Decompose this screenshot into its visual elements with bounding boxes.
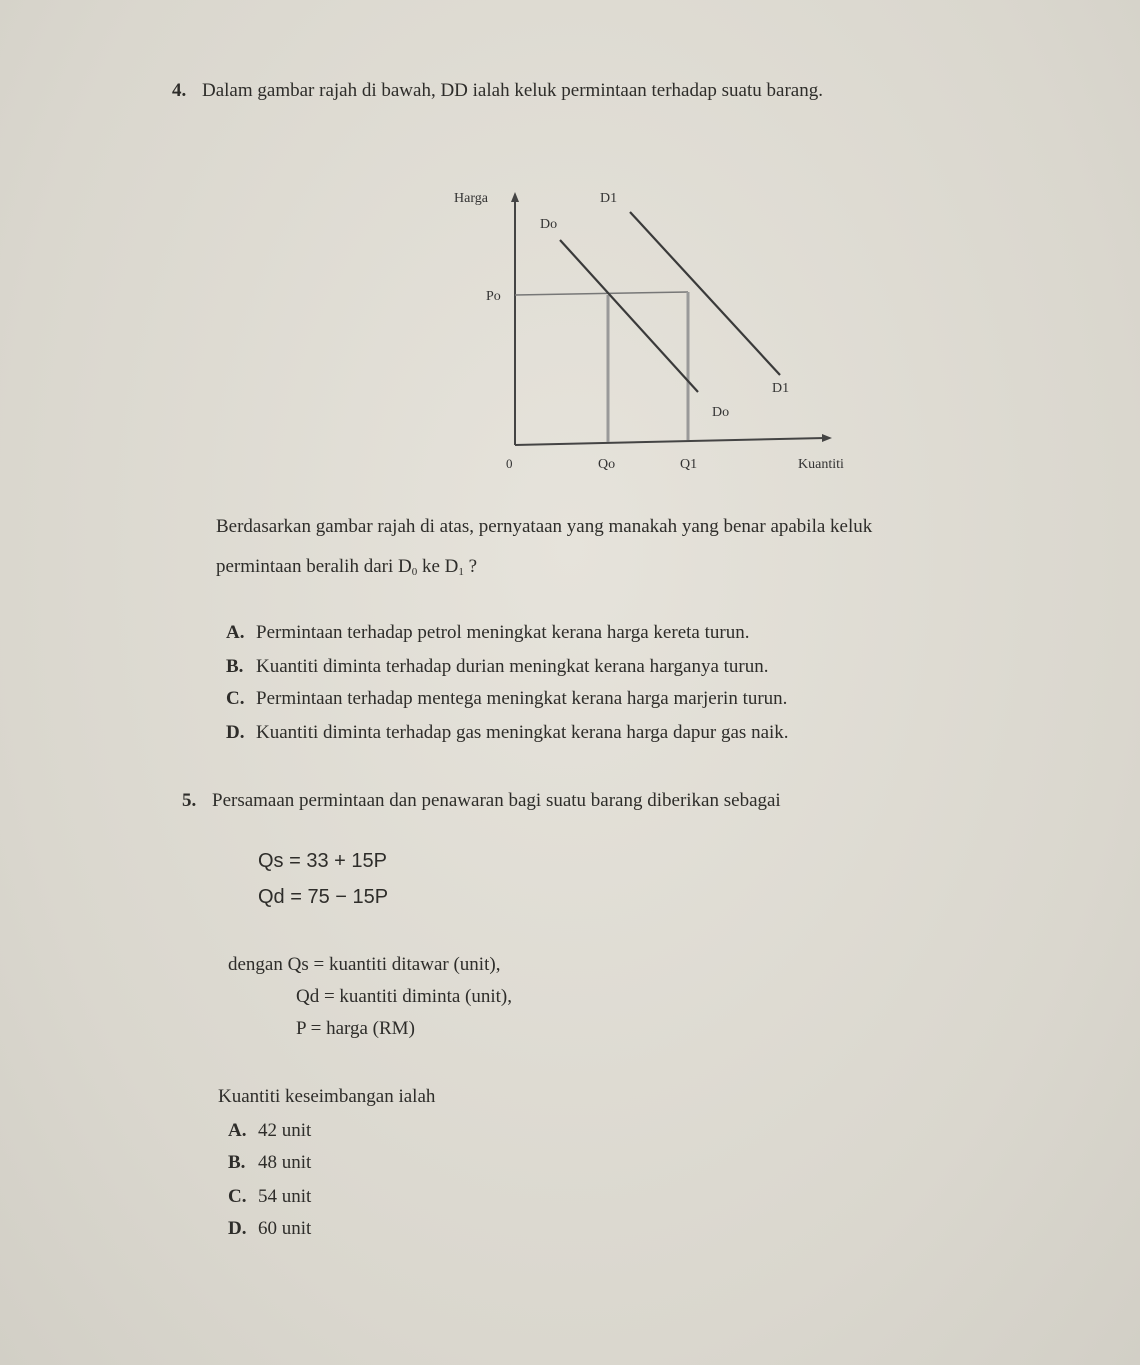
origin-label: 0 [506,456,513,471]
question-4-prompt-line1: Berdasarkan gambar rajah di atas, pernyataan yang manakah yang benar apabila keluk [216,516,873,537]
q4-option-b[interactable] [226,656,768,678]
definition-prefix: dengan [228,954,283,975]
d1-bottom-label: D1 [772,381,790,396]
price-label: Po [486,289,501,304]
q5-option-b-text: 48 unit [258,1152,312,1173]
q5-option-d[interactable] [228,1218,311,1240]
q5-option-a-letter: A. [228,1120,247,1141]
q5-option-c-letter: C. [228,1186,247,1207]
demand-equation: Qd = 75 − 15P [258,886,389,908]
question-4-header [172,80,823,102]
q4-option-a-letter: A. [226,622,245,643]
x-axis [515,438,825,445]
q4-option-a-text: Permintaan terhadap petrol meningkat kerana harga kereta turun. [256,622,750,643]
q5-option-d-text: 60 unit [258,1218,312,1239]
q5-option-a-text: 42 unit [258,1120,312,1141]
q4-option-c-letter: C. [226,688,245,709]
q4-option-c[interactable] [226,688,787,710]
q0-label: Qo [598,457,616,472]
x-axis-arrow [822,434,832,442]
d0-bottom-label: Do [712,405,730,420]
question-5-prompt: Kuantiti keseimbangan ialah [218,1086,436,1107]
q5-option-b[interactable] [228,1152,311,1174]
definition-qs: Qs = kuantiti ditawar (unit), [287,954,501,975]
supply-equation: Qs = 33 + 15P [258,850,387,872]
demand-shift-diagram [440,170,900,490]
q4-option-b-text: Kuantiti diminta terhadap durian meningkat kerana harganya turun. [256,656,769,677]
definition-p: P = harga (RM) [296,1018,415,1039]
question-5-number: 5. [182,790,197,811]
q4-option-b-letter: B. [226,656,244,677]
q4-option-d-text: Kuantiti diminta terhadap gas meningkat kerana harga dapur gas naik. [256,722,789,743]
y-axis-arrow [511,192,519,202]
q1-label: Q1 [680,457,698,472]
q5-option-c[interactable] [228,1186,311,1208]
prompt-sub-0: 0 [411,566,418,578]
q4-option-d-letter: D. [226,722,245,743]
question-4-text: Dalam gambar rajah di bawah, DD ialah keluk permintaan terhadap suatu barang. [202,80,823,101]
question-5-header [182,790,781,812]
q5-option-b-letter: B. [228,1152,246,1173]
prompt-line2-suffix: ? [463,556,478,577]
definition-line-1 [228,954,500,976]
d1-top-label: D1 [600,191,618,206]
prompt-line2-prefix: permintaan beralih dari D [216,556,412,577]
q5-option-c-text: 54 unit [258,1186,312,1207]
q4-option-c-text: Permintaan terhadap mentega meningkat kerana harga marjerin turun. [256,688,788,709]
q5-option-d-letter: D. [228,1218,247,1239]
x-axis-label: Kuantiti [798,457,844,472]
price-guide-line [515,292,688,295]
d0-top-label: Do [540,217,558,232]
question-5-text: Persamaan permintaan dan penawaran bagi suatu barang diberikan sebagai [212,790,781,811]
definition-qd: Qd = kuantiti diminta (unit), [296,986,512,1007]
prompt-sub-1: 1 [458,566,464,578]
q5-option-a[interactable] [228,1120,311,1142]
y-axis-label: Harga [454,191,488,206]
q4-option-d[interactable] [226,722,789,744]
demand-curve-d1 [630,212,780,375]
question-4-prompt-line2 [216,556,477,578]
question-4-number: 4. [172,80,187,101]
q4-option-a[interactable] [226,622,749,644]
prompt-line2-mid: ke D [417,556,459,577]
